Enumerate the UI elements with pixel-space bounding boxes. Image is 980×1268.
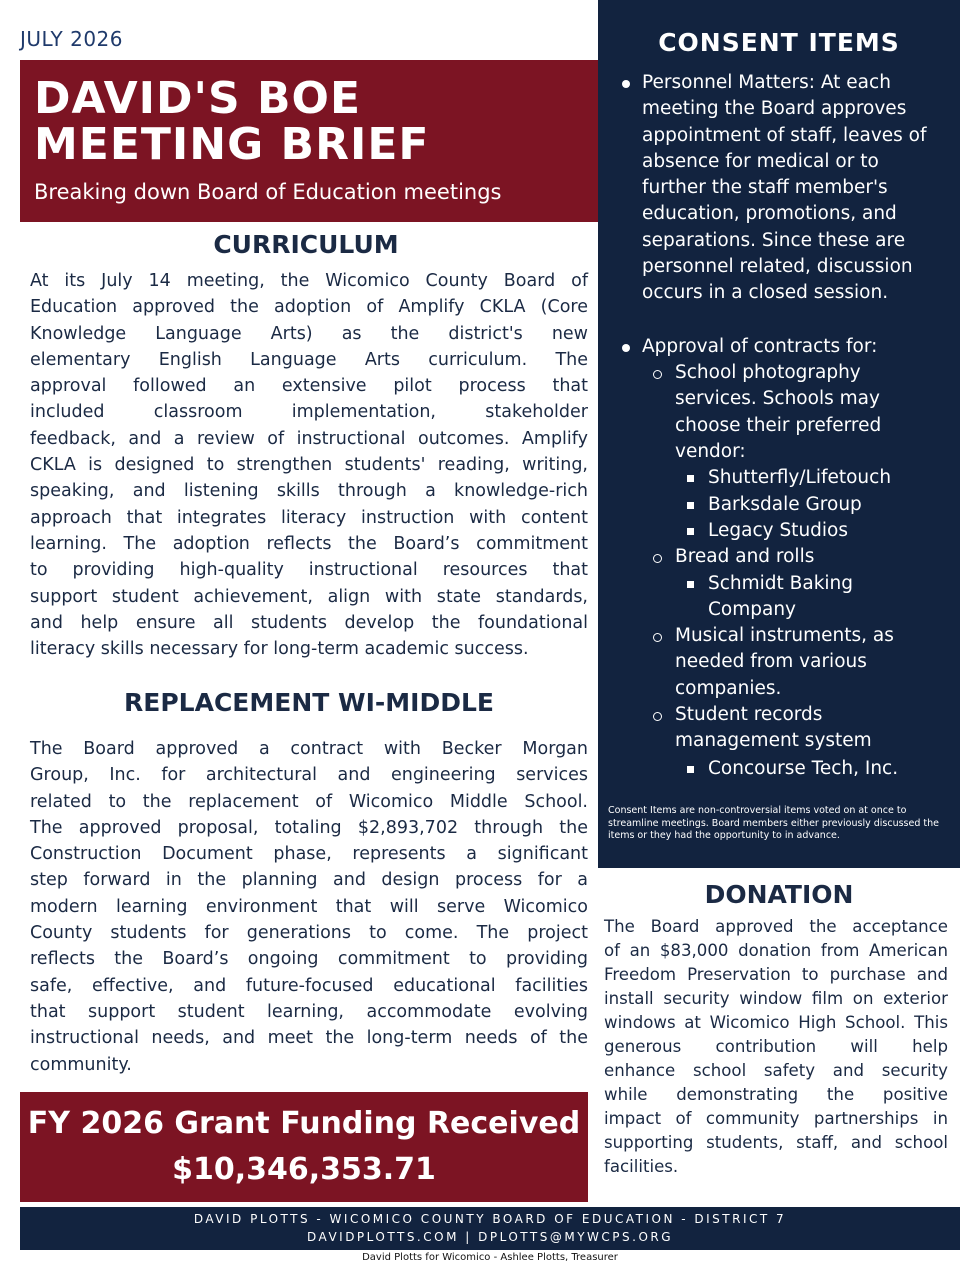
text-line: appointment of staff, leaves of <box>642 124 927 146</box>
text-line: install security window film on exterior <box>604 989 948 1008</box>
square-bullet-icon <box>687 766 694 773</box>
disc-bullet-icon <box>622 80 630 88</box>
text-line: while demonstrating the positive <box>604 1085 948 1104</box>
paid-for-disclaimer: David Plotts for Wicomico - Ashlee Plotts, Treasurer <box>362 1252 618 1263</box>
text-line: approval followed an extensive pilot process that <box>30 376 588 397</box>
replacement-heading: REPLACEMENT WI-MIDDLE <box>124 688 494 717</box>
title-banner <box>20 60 598 222</box>
issue-date: JULY 2026 <box>20 27 123 51</box>
vendor-schmidt <box>708 571 948 624</box>
text-line: Group, Inc. for architectural and engineering services <box>30 765 588 786</box>
donation-body <box>604 915 948 1179</box>
text-line: At its July 14 meeting, the Wicomico County Board of <box>30 271 588 291</box>
text-line: impact of community partnerships in <box>604 1109 948 1128</box>
text-line: needed from various <box>675 651 867 673</box>
text-line: Musical instruments, as <box>675 625 894 646</box>
text-line: services. Schools may <box>675 388 880 410</box>
circle-bullet-icon <box>653 554 662 563</box>
text-line: literacy skills necessary for long-term academic success. <box>30 639 529 660</box>
text-line: of an $83,000 donation from American <box>604 941 948 960</box>
text-line: CKLA is designed to strengthen students' reading, writing, <box>30 455 588 476</box>
text-line: vendor: <box>675 440 746 462</box>
text-line: elementary English Language Arts curriculum. The <box>30 349 588 370</box>
text-line: Personnel Matters: At each <box>642 72 891 93</box>
music-item <box>675 623 950 702</box>
replacement-body <box>30 736 588 1078</box>
text-line: companies. <box>675 677 782 699</box>
text-line: Student records <box>675 704 823 725</box>
consent-heading: CONSENT ITEMS <box>658 28 900 57</box>
grant-amount: $10,346,353.71 <box>172 1152 436 1187</box>
title-line-1: DAVID'S BOE <box>34 73 362 124</box>
text-line: safe, effective, and future-focused educational facilities <box>30 975 588 996</box>
newsletter-subtitle: Breaking down Board of Education meetings <box>34 180 502 204</box>
personnel-item <box>642 70 952 307</box>
circle-bullet-icon <box>653 370 662 379</box>
text-line: management system <box>675 730 872 752</box>
vendor-barksdale: Barksdale Group <box>708 494 862 515</box>
circle-bullet-icon <box>653 712 662 721</box>
text-line: community. <box>30 1054 132 1075</box>
text-line: feedback, and a review of instructional outcomes. Amplify <box>30 428 588 449</box>
text-line: absence for medical or to <box>642 150 879 172</box>
title-line-2: MEETING BRIEF <box>34 119 430 170</box>
text-line: Education approved the adoption of Amplify CKLA (Core <box>30 297 588 318</box>
curriculum-body <box>30 268 588 662</box>
bread-item: Bread and rolls <box>675 546 815 567</box>
footer-bar <box>20 1207 960 1250</box>
text-line: modern learning environment that will serve Wicomico <box>30 896 588 917</box>
text-line: learning. The adoption reflects the Board’s commitment <box>30 533 588 554</box>
square-bullet-icon <box>687 475 694 482</box>
text-line: step forward in the planning and design process for a <box>30 870 588 891</box>
text-line: education, promotions, and <box>642 203 897 225</box>
text-line: The approved proposal, totaling $2,893,702 through the <box>30 817 588 838</box>
vendor-concourse: Concourse Tech, Inc. <box>708 758 899 779</box>
text-line: instructional needs, and meet the long-term needs of the <box>30 1028 588 1049</box>
text-line: included classroom implementation, stakeholder <box>30 402 588 423</box>
text-line: related to the replacement of Wicomico Middle School. <box>30 791 588 812</box>
text-line: further the staff member's <box>642 177 888 199</box>
text-line: items or they had the opportunity to in advance. <box>608 830 840 841</box>
contracts-label: Approval of contracts for: <box>642 336 878 357</box>
text-line: streamline meetings. Board members either previously discussed the <box>608 817 939 829</box>
text-line: approach that integrates literacy instruction with content <box>30 507 588 528</box>
text-line: Consent Items are non-controversial items voted on at once to <box>608 805 907 816</box>
text-line: Company <box>708 599 797 621</box>
text-line: facilities. <box>604 1157 679 1176</box>
photography-item <box>675 360 945 465</box>
text-line: personnel related, discussion <box>642 256 913 278</box>
text-line: meeting the Board approves <box>642 98 907 120</box>
text-line: to providing high-quality instructional resources that <box>30 560 588 581</box>
newsletter-title <box>34 73 430 170</box>
text-line: occurs in a closed session. <box>642 282 889 304</box>
consent-panel <box>598 0 960 868</box>
square-bullet-icon <box>687 502 694 509</box>
text-line: The Board approved a contract with Becker Morgan <box>30 739 588 759</box>
text-line: The Board approved the acceptance <box>604 917 948 936</box>
grant-label: FY 2026 Grant Funding Received <box>27 1106 581 1141</box>
footer-links: DAVIDPLOTTS.COM | DPLOTTS@MYWCPS.ORG <box>306 1230 674 1244</box>
text-line: Schmidt Baking <box>708 573 854 594</box>
text-line: separations. Since these are <box>642 229 906 251</box>
square-bullet-icon <box>687 581 694 588</box>
circle-bullet-icon <box>653 633 662 642</box>
text-line: Construction Document phase, represents a significant <box>30 844 588 865</box>
disc-bullet-icon <box>622 344 630 352</box>
text-line: reflects the Board’s ongoing commitment to providing <box>30 949 588 970</box>
footer-contact-line: DAVID PLOTTS - WICOMICO COUNTY BOARD OF EDUCATION - DISTRICT 7 <box>193 1212 787 1226</box>
curriculum-heading: CURRICULUM <box>213 230 399 259</box>
text-line: Knowledge Language Arts) as the district's new <box>30 323 588 344</box>
text-line: enhance school safety and security <box>604 1061 948 1080</box>
square-bullet-icon <box>687 528 694 535</box>
records-item <box>675 702 950 755</box>
text-line: that support student learning, accommodate evolving <box>30 1001 588 1022</box>
consent-note <box>608 805 950 843</box>
text-line: County students for generations to come. The project <box>30 923 588 944</box>
text-line: generous contribution will help <box>604 1037 948 1056</box>
text-line: support student achievement, align with state standards, <box>30 586 588 607</box>
text-line: windows at Wicomico High School. This <box>604 1013 948 1032</box>
text-line: choose their preferred <box>675 414 882 436</box>
vendor-shutterfly: Shutterfly/Lifetouch <box>708 467 892 488</box>
text-line: supporting students, staff, and school <box>604 1133 948 1152</box>
vendor-legacy: Legacy Studios <box>708 520 849 541</box>
text-line: Freedom Preservation to purchase and <box>604 965 948 984</box>
text-line: School photography <box>675 362 861 383</box>
text-line: and help ensure all students develop the foundational <box>30 612 588 633</box>
grant-banner <box>20 1092 588 1202</box>
text-line: speaking, and listening skills through a knowledge-rich <box>30 481 588 502</box>
donation-heading: DONATION <box>704 880 854 909</box>
